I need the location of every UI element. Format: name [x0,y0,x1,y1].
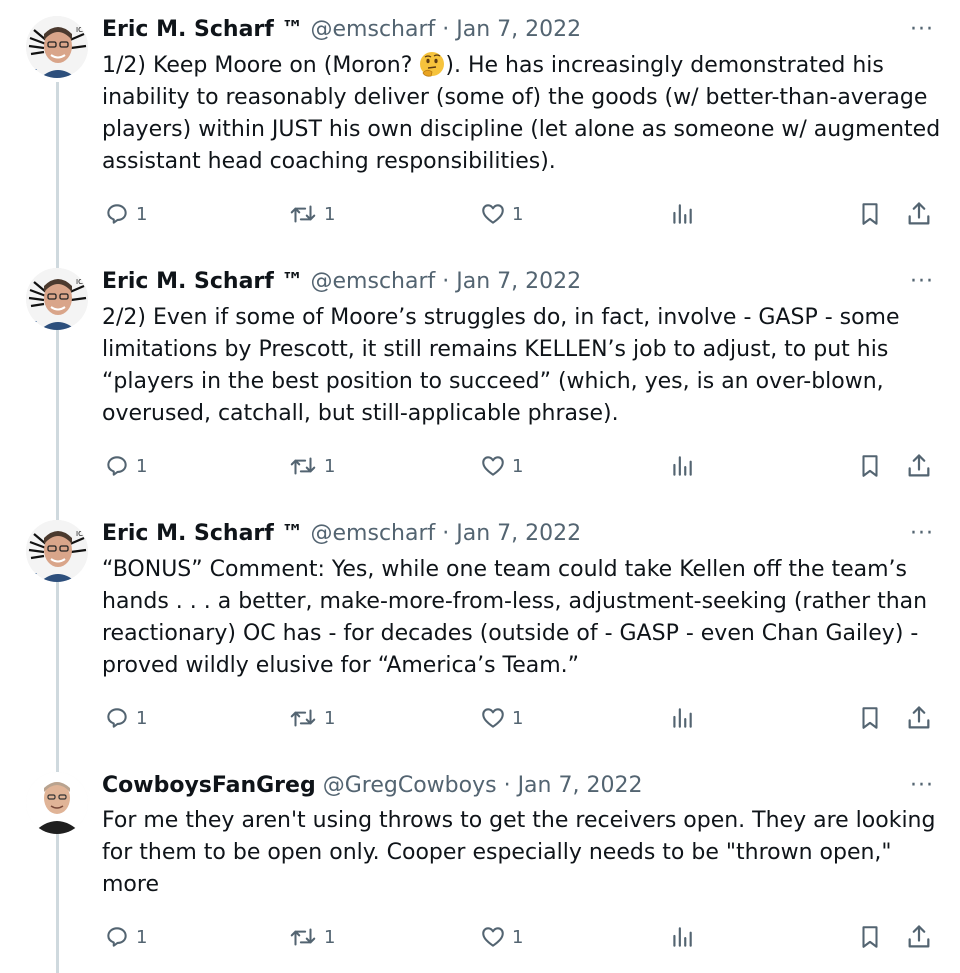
author-handle[interactable]: @GregCowboys [322,773,497,798]
more-options-button[interactable]: ··· [910,521,934,546]
bookmark-button[interactable] [857,700,883,736]
reply-count: 1 [136,707,148,729]
tweet[interactable] [0,252,960,504]
reply-button[interactable] [104,196,147,232]
reply-button[interactable] [104,919,147,955]
svg-text:RE: RE [28,572,38,580]
share-icon [905,200,933,228]
reply-count: 1 [136,926,148,948]
repost-button[interactable] [288,919,335,955]
share-icon [905,452,933,480]
avatar[interactable] [26,16,88,78]
tweet-actions [0,196,960,232]
bookmark-button[interactable] [857,196,883,232]
like-icon [480,201,506,227]
reply-icon [104,453,130,479]
reply-count: 1 [136,455,148,477]
tweet-date[interactable]: Jan 7, 2022 [517,773,643,798]
tweet-text-part: ). He has increasingly demonstrated his inability to reasonably deliver (some of) the goods (w/ better-than-average players) within JUST his own discipline (let alone as someone w/ augmented assistant head coaching responsibilities). [102,53,941,174]
repost-icon [288,924,318,950]
tweet-header [102,14,581,46]
author-name[interactable]: Eric M. Scharf ™ [102,269,304,294]
avatar[interactable] [26,520,88,582]
svg-text:IC: IC [76,278,83,286]
views-button[interactable] [669,448,695,484]
share-button[interactable] [905,919,933,955]
bookmark-icon [857,201,883,227]
like-button[interactable] [480,448,523,484]
tweet-date[interactable]: Jan 7, 2022 [456,269,582,294]
reply-icon [104,705,130,731]
views-icon [669,201,695,227]
tweet-text [102,50,942,178]
repost-icon [288,201,318,227]
repost-count: 1 [324,455,336,477]
tweet-date[interactable]: Jan 7, 2022 [456,17,582,42]
reply-button[interactable] [104,700,147,736]
share-icon [905,704,933,732]
repost-icon [288,705,318,731]
like-count: 1 [512,455,524,477]
repost-button[interactable] [288,448,335,484]
more-options-button[interactable]: ··· [910,17,934,42]
separator-dot: · [442,521,450,546]
reply-icon [104,201,130,227]
reply-button[interactable] [104,448,147,484]
share-button[interactable] [905,196,933,232]
repost-icon [288,453,318,479]
avatar[interactable] [26,772,88,834]
like-icon [480,924,506,950]
views-button[interactable] [669,196,695,232]
tweet-actions [0,448,960,484]
repost-count: 1 [324,926,336,948]
tweet-text-part: 1/2) Keep Moore on (Moron? [102,53,420,78]
repost-count: 1 [324,203,336,225]
tweet-text: 2/2) Even if some of Moore’s struggles do, in fact, involve - GASP - some limitations by Prescott, it still remains KELLEN’s job to adjust, to put his “players in the best position to succeed” (which, yes, is an over-blown, overused, catchall, but still-applicable phrase). [102,305,900,426]
svg-text:RE: RE [28,68,38,76]
share-button[interactable] [905,700,933,736]
author-handle[interactable]: @emscharf [310,521,436,546]
bookmark-icon [857,924,883,950]
like-count: 1 [512,707,524,729]
like-button[interactable] [480,196,523,232]
thinking-face-emoji [419,51,445,77]
tweet-date[interactable]: Jan 7, 2022 [456,521,582,546]
svg-text:RE: RE [28,320,38,328]
like-button[interactable] [480,700,523,736]
author-handle[interactable]: @emscharf [310,269,436,294]
separator-dot: · [442,17,450,42]
author-handle[interactable]: @emscharf [310,17,436,42]
tweet-text: For me they aren't using throws to get the receivers open. They are looking for them to be open only. Cooper especially needs to be "thrown open," more [102,808,936,897]
reply-icon [104,924,130,950]
more-options-button[interactable]: ··· [910,773,934,798]
separator-dot: · [503,773,511,798]
svg-text:IC: IC [76,26,83,34]
author-name[interactable]: Eric M. Scharf ™ [102,17,304,42]
views-button[interactable] [669,700,695,736]
bookmark-button[interactable] [857,448,883,484]
avatar[interactable] [26,268,88,330]
tweet-header [102,518,581,550]
tweet-actions [0,700,960,736]
author-name[interactable]: CowboysFanGreg [102,773,316,798]
tweet[interactable] [0,0,960,252]
tweet-header [102,266,581,298]
like-count: 1 [512,203,524,225]
separator-dot: · [442,269,450,294]
svg-text:IC: IC [76,530,83,538]
reply-count: 1 [136,203,148,225]
like-count: 1 [512,926,524,948]
like-icon [480,453,506,479]
bookmark-icon [857,453,883,479]
repost-button[interactable] [288,196,335,232]
tweet-header [102,770,642,802]
like-icon [480,705,506,731]
tweet-actions [0,919,960,955]
views-icon [669,453,695,479]
repost-count: 1 [324,707,336,729]
views-icon [669,924,695,950]
views-icon [669,705,695,731]
share-button[interactable] [905,448,933,484]
tweet[interactable] [0,756,960,973]
more-options-button[interactable]: ··· [910,269,934,294]
bookmark-icon [857,705,883,731]
views-button[interactable] [669,919,695,955]
repost-button[interactable] [288,700,335,736]
share-icon [905,923,933,951]
tweet-text: “BONUS” Comment: Yes, while one team could take Kellen off the team’s hands . . . a better, make-more-from-less, adjustment-seeking (rather than reactionary) OC has - for decades (outside of - GASP - even Chan Gailey) - proved wildly elusive for “America’s Team.” [102,557,928,678]
tweet[interactable] [0,504,960,756]
bookmark-button[interactable] [857,919,883,955]
like-button[interactable] [480,919,523,955]
author-name[interactable]: Eric M. Scharf ™ [102,521,304,546]
